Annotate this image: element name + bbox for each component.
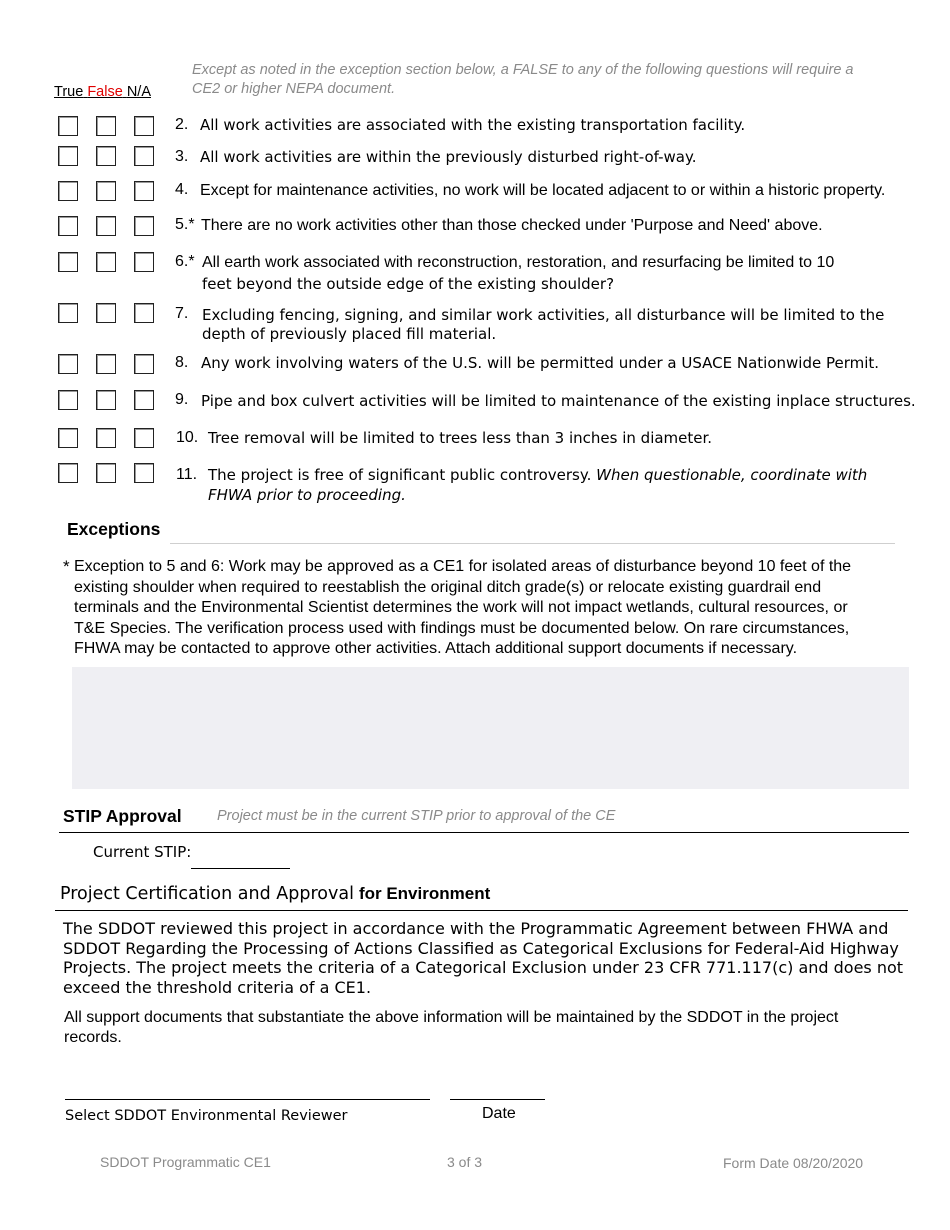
header-true: True — [54, 84, 84, 100]
stip-title: STIP Approval — [63, 806, 182, 826]
checkbox-na[interactable] — [134, 181, 154, 201]
question-number: 7. — [175, 305, 189, 322]
exceptions-documentation-field[interactable] — [72, 667, 909, 789]
certification-title — [60, 883, 490, 904]
checkbox-na[interactable] — [134, 428, 154, 448]
exceptions-text — [74, 557, 924, 660]
question-text: Any work involving waters of the U.S. will be permitted under a USACE Nationwide Permit. — [201, 354, 880, 372]
certification-rule — [55, 910, 908, 911]
footer-form-name: SDDOT Programmatic CE1 — [100, 1154, 271, 1170]
exceptions-line: T&E Species. The verification process used with findings must be documented below. On rare circumstances, — [74, 619, 850, 637]
checkbox-true[interactable] — [58, 390, 78, 410]
checkbox-false[interactable] — [96, 463, 116, 483]
exceptions-title: Exceptions — [67, 519, 161, 539]
exceptions-line: FHWA may be contacted to approve other activities. Attach additional support documents if necessary. — [74, 640, 798, 657]
certification-line: The SDDOT reviewed this project in accordance with the Programmatic Agreement between FHWA and — [63, 919, 889, 938]
question-text: Except for maintenance activities, no work will be located adjacent to or within a historic property. — [200, 182, 886, 199]
checkbox-na[interactable] — [134, 390, 154, 410]
certification-line: Projects. The project meets the criteria of a Categorical Exclusion under 23 CFR 771.117(c) and does not — [63, 958, 904, 977]
checkbox-false[interactable] — [96, 252, 116, 272]
certification-text — [63, 919, 923, 997]
stip-note: Project must be in the current STIP prior to approval of the CE — [217, 808, 616, 824]
date-line — [450, 1099, 545, 1100]
stip-rule — [59, 832, 909, 833]
current-stip-input[interactable] — [191, 846, 290, 869]
support-line: records. — [64, 1029, 122, 1046]
checkbox-false[interactable] — [96, 216, 116, 236]
question-number: 4. — [175, 181, 189, 198]
question-text-continued: depth of previously placed fill material. — [202, 325, 497, 343]
question-number: 2. — [175, 116, 189, 133]
checkbox-na[interactable] — [134, 252, 154, 272]
question-text: All work activities are within the previously disturbed right-of-way. — [200, 148, 697, 166]
checkbox-false[interactable] — [96, 354, 116, 374]
intro-note: Except as noted in the exception section below, a FALSE to any of the following questions will require a CE2 or higher NEPA document. — [192, 62, 854, 97]
checkbox-true[interactable] — [58, 303, 78, 323]
question-number: 10. — [176, 429, 199, 446]
checkbox-true[interactable] — [58, 252, 78, 272]
question-text: There are no work activities other than those checked under 'Purpose and Need' above. — [201, 217, 823, 234]
checkbox-na[interactable] — [134, 463, 154, 483]
question-number: 8. — [175, 354, 189, 371]
question-text — [208, 465, 867, 486]
question-number: 3. — [175, 148, 189, 165]
question-text-continued: feet beyond the outside edge of the existing shoulder? — [202, 275, 615, 293]
exceptions-line: Exception to 5 and 6: Work may be approved as a CE1 for isolated areas of disturbance beyond 10 feet of the — [74, 558, 852, 575]
footer-page-number: 3 of 3 — [447, 1154, 483, 1170]
exceptions-line: existing shoulder when required to reestablish the original ditch grade(s) or relocate existing guardrail end — [74, 578, 822, 596]
checkbox-false[interactable] — [96, 146, 116, 166]
date-label: Date — [482, 1105, 516, 1122]
support-documents-text — [64, 1008, 924, 1048]
question-text: Excluding fencing, signing, and similar work activities, all disturbance will be limited to the — [202, 306, 885, 324]
question-number: 9. — [175, 391, 189, 408]
checkbox-false[interactable] — [96, 303, 116, 323]
question-text-plain: The project is free of significant public controversy. — [208, 466, 592, 484]
header-na: N/A — [126, 84, 151, 100]
checkbox-na[interactable] — [134, 146, 154, 166]
column-headers — [54, 84, 151, 100]
header-false: False — [87, 84, 123, 100]
checkbox-false[interactable] — [96, 428, 116, 448]
checkbox-na[interactable] — [134, 116, 154, 136]
question-text-continued: FHWA prior to proceeding. — [208, 486, 406, 504]
certification-line: SDDOT Regarding the Processing of Actions Classified as Categorical Exclusions for Federal-Aid Highway — [63, 938, 899, 958]
checkbox-na[interactable] — [134, 354, 154, 374]
question-number: 5.* — [175, 216, 195, 233]
footer-form-date: Form Date 08/20/2020 — [723, 1155, 864, 1171]
question-text: All work activities are associated with the existing transportation facility. — [200, 116, 746, 134]
certification-title-plain: Project Certification and Approval — [60, 884, 354, 904]
question-text: All earth work associated with reconstruction, restoration, and resurfacing be limited to 10 — [202, 254, 835, 271]
checkbox-true[interactable] — [58, 116, 78, 136]
question-number: 6.* — [175, 253, 195, 270]
checkbox-true[interactable] — [58, 181, 78, 201]
exceptions-star: * — [63, 557, 70, 576]
exceptions-line: terminals and the Environmental Scientist determines the work will not impact wetlands, cultural resources, or — [74, 599, 848, 616]
checkbox-na[interactable] — [134, 303, 154, 323]
certification-title-bold: for Environment — [358, 884, 491, 903]
question-number: 11. — [176, 466, 198, 483]
checkbox-true[interactable] — [58, 428, 78, 448]
checkbox-false[interactable] — [96, 390, 116, 410]
checkbox-true[interactable] — [58, 146, 78, 166]
checkbox-na[interactable] — [134, 216, 154, 236]
support-line: All support documents that substantiate the above information will be maintained by the SDDOT in the project — [64, 1009, 839, 1026]
question-text: Pipe and box culvert activities will be limited to maintenance of the existing inplace structures. — [201, 392, 916, 410]
checkbox-true[interactable] — [58, 216, 78, 236]
checkbox-true[interactable] — [58, 354, 78, 374]
certification-line: exceed the threshold criteria of a CE1. — [63, 977, 372, 997]
question-text-italic: When questionable, coordinate with — [596, 466, 868, 484]
reviewer-select[interactable]: Select SDDOT Environmental Reviewer — [65, 1108, 348, 1124]
exceptions-rule — [170, 543, 895, 544]
checkbox-false[interactable] — [96, 181, 116, 201]
current-stip-label: Current STIP: — [93, 843, 192, 861]
checkbox-true[interactable] — [58, 463, 78, 483]
reviewer-signature-line — [65, 1099, 430, 1100]
question-text: Tree removal will be limited to trees less than 3 inches in diameter. — [208, 429, 713, 447]
checkbox-false[interactable] — [96, 116, 116, 136]
